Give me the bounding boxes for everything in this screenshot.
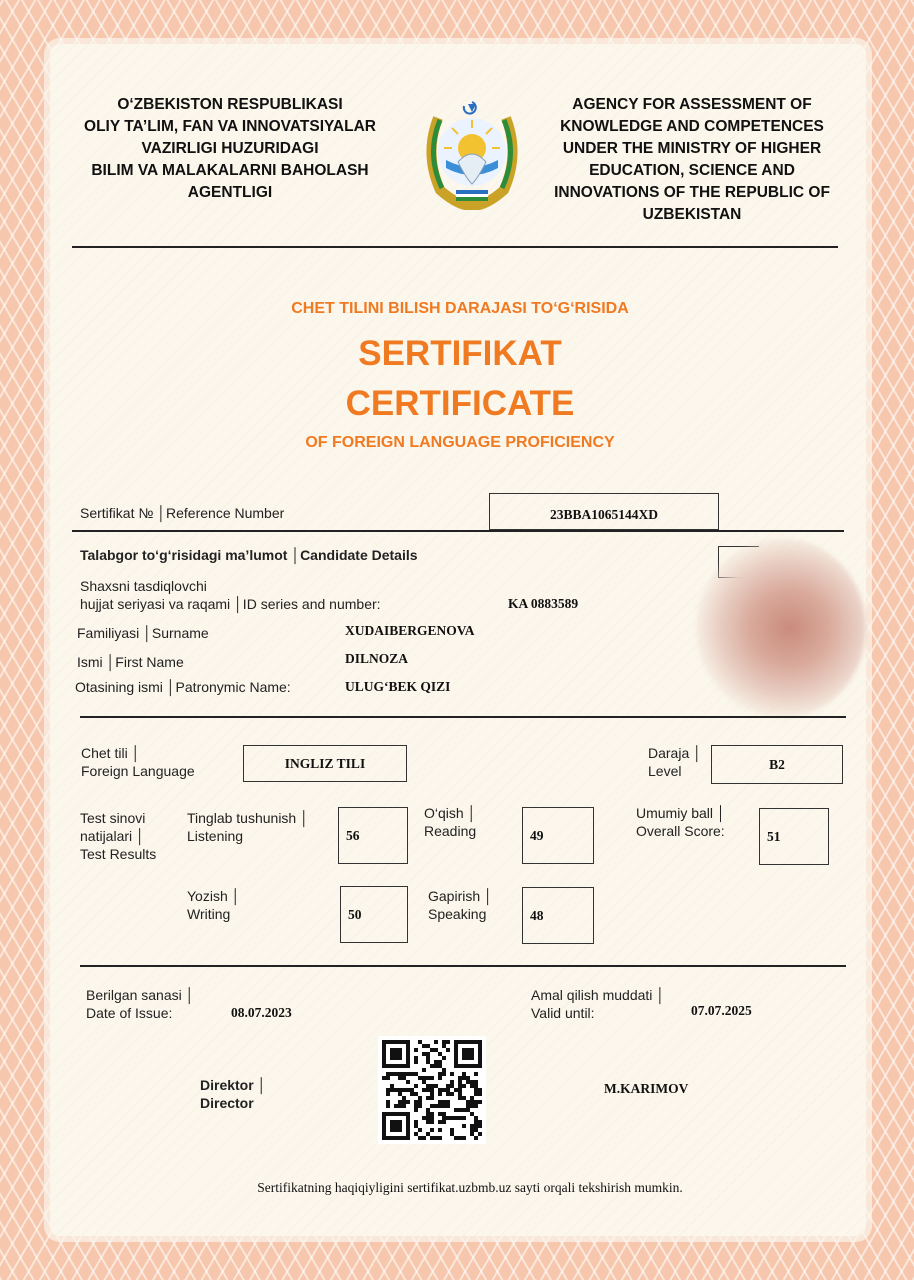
title-top: CHET TILINI BILISH DARAJASI TO‘G‘RISIDA bbox=[291, 300, 629, 317]
writing-label-line1: Yozish │ bbox=[187, 888, 241, 904]
candidate-section-label: Talabgor to‘g‘risidagi ma’lumot │Candidate Details bbox=[80, 547, 418, 563]
writing-value: 50 bbox=[348, 907, 362, 922]
header-left-line: OLIY TA’LIM, FAN VA INNOVATSIYALAR bbox=[84, 118, 376, 135]
language-label-line1: Chet tili │ bbox=[81, 745, 141, 761]
reading-value: 49 bbox=[530, 828, 544, 843]
writing-label-line2: Writing bbox=[187, 906, 231, 922]
level-value: B2 bbox=[769, 757, 785, 772]
verification-note: Sertifikatning haqiqiyligini sertifikat.uzbmb.uz sayti orqali tekshirish mumkin. bbox=[257, 1180, 683, 1195]
reading-label-line1: O‘qish │ bbox=[424, 805, 477, 821]
first-name-label: Ismi │First Name bbox=[77, 654, 184, 670]
listening-value: 56 bbox=[346, 828, 360, 843]
header-left-line: BILIM VA MALAKALARNI BAHOLASH bbox=[91, 162, 369, 179]
id-label-line1: Shaxsni tasdiqlovchi bbox=[80, 578, 207, 594]
title-sub: OF FOREIGN LANGUAGE PROFICIENCY bbox=[305, 434, 615, 451]
title-en: CERTIFICATE bbox=[345, 384, 575, 423]
header-right bbox=[530, 94, 854, 226]
patronymic-value: ULUG‘BEK QIZI bbox=[345, 679, 451, 694]
results-label-line3: Test Results bbox=[80, 846, 157, 862]
valid-value: 07.07.2025 bbox=[691, 1003, 752, 1018]
header-right-line: UZBEKISTAN bbox=[642, 206, 742, 223]
id-label-line2: hujjat seriyasi va raqami │ID series and number: bbox=[80, 596, 381, 612]
speaking-label-line2: Speaking bbox=[428, 906, 487, 922]
header-left-line: O‘ZBEKISTON RESPUBLIKASI bbox=[117, 96, 343, 113]
header-left-line: AGENTLIGI bbox=[187, 184, 273, 201]
first-name-value: DILNOZA bbox=[345, 651, 409, 666]
surname-label: Familiyasi │Surname bbox=[77, 625, 209, 641]
header-left-line: VAZIRLIGI HUZURIDAGI bbox=[141, 140, 319, 157]
overall-label-line1: Umumiy ball │ bbox=[636, 805, 726, 821]
candidate-photo bbox=[696, 538, 866, 718]
level-label-line1: Daraja │ bbox=[648, 745, 702, 761]
director-label-line2: Director bbox=[200, 1095, 254, 1111]
results-label-line1: Test sinovi bbox=[80, 810, 146, 826]
header-right-line: UNDER THE MINISTRY OF HIGHER bbox=[562, 140, 822, 157]
patronymic-label: Otasining ismi │Patronymic Name: bbox=[75, 679, 291, 695]
overall-label-line2: Overall Score: bbox=[636, 823, 725, 839]
valid-label-line1: Amal qilish muddati │ bbox=[531, 987, 666, 1003]
state-emblem-icon bbox=[418, 98, 526, 210]
id-value: KA 0883589 bbox=[508, 596, 579, 611]
header-divider bbox=[72, 246, 838, 248]
header-left bbox=[60, 94, 400, 204]
header-right-line: KNOWLEDGE AND COMPETENCES bbox=[560, 118, 824, 135]
speaking-label-line1: Gapirish │ bbox=[428, 888, 493, 904]
listening-label-line1: Tinglab tushunish │ bbox=[187, 810, 309, 826]
speaking-value: 48 bbox=[530, 908, 544, 923]
reference-divider bbox=[72, 530, 844, 532]
candidate-divider bbox=[80, 716, 846, 718]
header-right-line: AGENCY FOR ASSESSMENT OF bbox=[572, 96, 812, 113]
title-uz: SERTIFIKAT bbox=[358, 334, 562, 373]
overall-value: 51 bbox=[767, 829, 781, 844]
results-divider bbox=[80, 965, 846, 967]
surname-value: XUDAIBERGENOVA bbox=[345, 623, 475, 638]
language-value: INGLIZ TILI bbox=[284, 756, 366, 771]
director-label-line1: Direktor │ bbox=[200, 1077, 267, 1093]
reference-label: Sertifikat № │Reference Number bbox=[80, 505, 285, 521]
issue-label-line1: Berilgan sanasi │ bbox=[86, 987, 195, 1003]
header-right-line: INNOVATIONS OF THE REPUBLIC OF bbox=[554, 184, 830, 201]
reading-label-line2: Reading bbox=[424, 823, 477, 839]
qr-code-icon bbox=[378, 1036, 486, 1144]
issue-value: 08.07.2023 bbox=[231, 1005, 292, 1020]
header-right-line: EDUCATION, SCIENCE AND bbox=[589, 162, 795, 179]
listening-label-line2: Listening bbox=[187, 828, 244, 844]
results-label-line2: natijalari │ bbox=[80, 828, 145, 844]
director-name: M.KARIMOV bbox=[604, 1081, 689, 1096]
issue-label-line2: Date of Issue: bbox=[86, 1005, 173, 1021]
valid-label-line2: Valid until: bbox=[531, 1005, 595, 1021]
reference-value: 23BBA1065144XD bbox=[549, 507, 658, 522]
level-label-line2: Level bbox=[648, 763, 682, 779]
language-label-line2: Foreign Language bbox=[81, 763, 195, 779]
